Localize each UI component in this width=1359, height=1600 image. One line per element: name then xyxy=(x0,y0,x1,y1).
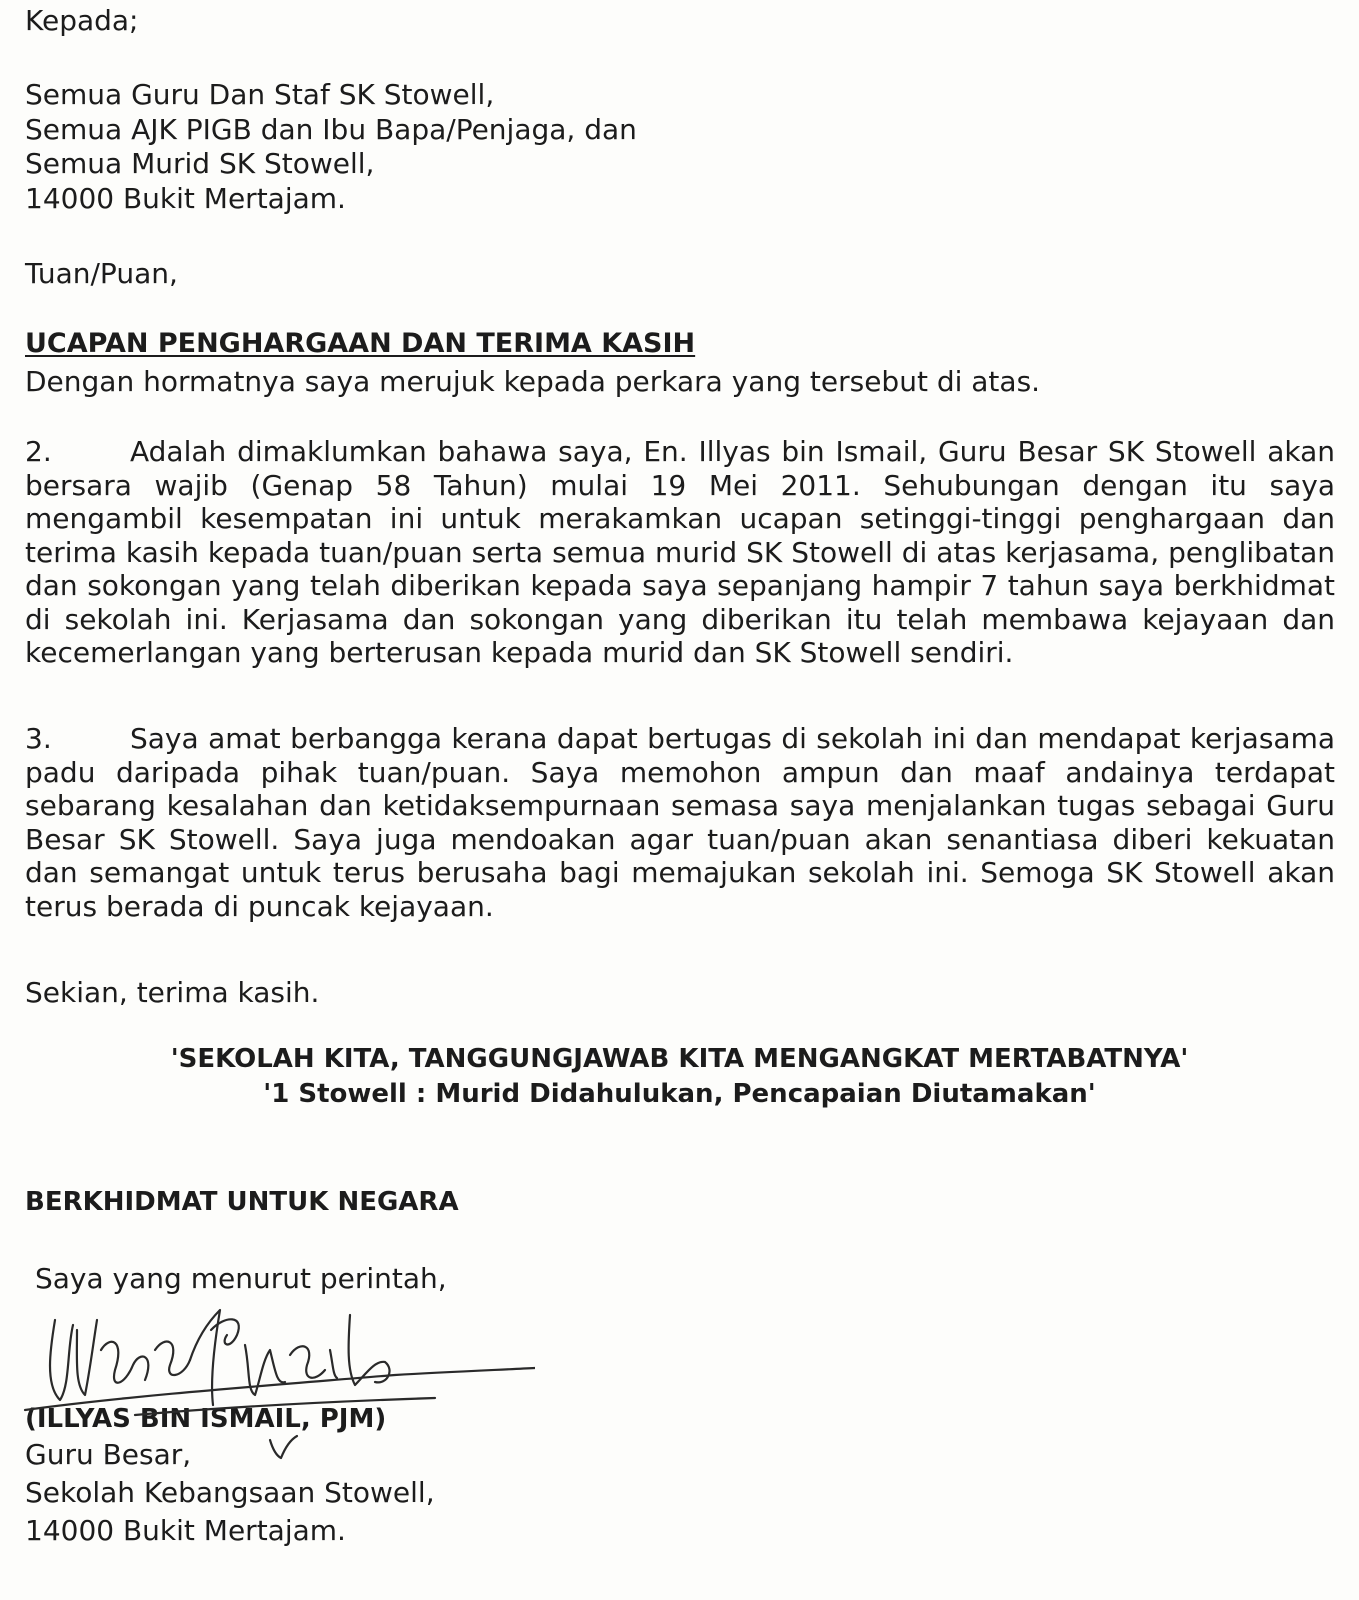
signoff-line: Saya yang menurut perintah, xyxy=(35,1262,447,1295)
subject-heading: UCAPAN PENGHARGAAN DAN TERIMA KASIH xyxy=(25,328,696,359)
recipient-line: 14000 Bukit Mertajam. xyxy=(25,181,346,215)
school-motto: 'SEKOLAH KITA, TANGGUNGJAWAB KITA MENGANGKAT MERTABATNYA' xyxy=(170,1044,1189,1074)
signatory-title-line: Sekolah Kebangsaan Stowell, xyxy=(25,1476,435,1509)
paragraph-3 xyxy=(25,722,1335,923)
salutation: Tuan/Puan, xyxy=(25,257,178,290)
signatory-title-line: 14000 Bukit Mertajam. xyxy=(25,1514,346,1547)
recipient-line: Semua Murid SK Stowell, xyxy=(25,147,375,180)
signatory-name: (ILLYAS BIN ISMAIL, PJM) xyxy=(25,1404,387,1434)
paragraph-number: 3. xyxy=(25,722,52,755)
paragraph-text: Adalah dimaklumkan bahawa saya, En. Illyas bin Ismail, Guru Besar SK Stowell akan bersara wajib (Genap 58 Tahun) mulai 19 Mei 2011. Sehubungan dengan itu saya mengambil kesempatan ini untuk merakamkan ucapan setinggi-tinggi penghargaan dan terima kasih kepada tuan/puan serta semua murid SK Stowell di atas kerjasama, penglibatan dan sokongan yang telah diberikan kepada saya sepanjang hampir 7 tahun saya berkhidmat di sekolah ini. Kerjasama dan sokongan yang diberikan itu telah membawa kejayaan dan kecemerlangan yang berterusan kepada murid dan SK Stowell sendiri. xyxy=(25,435,1335,669)
paragraph-number: 2. xyxy=(25,435,52,468)
recipient-address xyxy=(25,78,637,216)
signatory-title-block xyxy=(25,1436,435,1550)
closing-thanks: Sekian, terima kasih. xyxy=(25,976,320,1009)
school-slogan: '1 Stowell : Murid Didahulukan, Pencapaian Diutamakan' xyxy=(263,1079,1096,1109)
greeting: Kepada; xyxy=(25,4,139,37)
paragraph-2 xyxy=(25,435,1335,670)
service-motto: BERKHIDMAT UNTUK NEGARA xyxy=(25,1187,459,1217)
signatory-title-line: Guru Besar, xyxy=(25,1438,192,1471)
recipient-line: Semua Guru Dan Staf SK Stowell, xyxy=(25,78,495,111)
paragraph-text: Saya amat berbangga kerana dapat bertugas di sekolah ini dan mendapat kerjasama padu daripada pihak tuan/puan. Saya memohon ampun dan maaf andainya terdapat sebarang kesalahan dan ketidaksempurnaan semasa saya menjalankan tugas sebagai Guru Besar SK Stowell. Saya juga mendoakan agar tuan/puan akan senantiasa diberi kekuatan dan semangat untuk terus berusaha bagi memajukan sekolah ini. Semoga SK Stowell akan terus berada di puncak kejayaan. xyxy=(25,722,1335,923)
opening-sentence: Dengan hormatnya saya merujuk kepada perkara yang tersebut di atas. xyxy=(25,365,1041,398)
recipient-line: Semua AJK PIGB dan Ibu Bapa/Penjaga, dan xyxy=(25,112,637,146)
